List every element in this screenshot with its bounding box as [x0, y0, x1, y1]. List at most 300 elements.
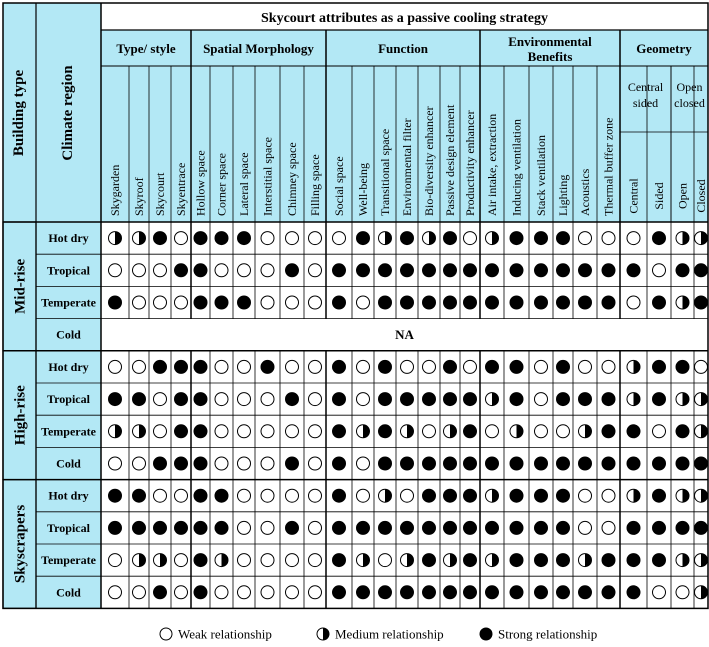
climate-region-label: Hot dry [48, 359, 89, 374]
strong-marker-circle [535, 554, 548, 567]
relationship-marker-weak [215, 586, 228, 599]
strong-marker-circle [423, 393, 436, 406]
relationship-marker-weak [154, 489, 167, 502]
medium-marker-half [683, 554, 690, 567]
weak-marker-circle [133, 296, 146, 309]
relationship-marker-strong [579, 457, 592, 470]
climate-region-label: Tropical [47, 263, 90, 278]
strong-marker-circle [557, 554, 570, 567]
relationship-marker-strong [486, 586, 499, 599]
strong-marker-circle [444, 457, 457, 470]
weak-marker-circle [109, 264, 122, 277]
relationship-marker-strong [357, 232, 370, 245]
strong-marker-circle [653, 393, 666, 406]
column-label-10: Social space [332, 156, 346, 216]
relationship-marker-weak [133, 457, 146, 470]
relationship-marker-weak [238, 554, 251, 567]
strong-marker-circle [379, 457, 392, 470]
relationship-marker-medium [486, 232, 499, 245]
relationship-marker-medium [357, 554, 370, 567]
strong-marker-circle [510, 586, 523, 599]
relationship-marker-weak [464, 232, 477, 245]
strong-marker-circle [194, 586, 207, 599]
relationship-marker-strong [175, 393, 188, 406]
climate-region-header: Climate region [60, 65, 76, 161]
group-header-2: Function [378, 41, 428, 56]
strong-marker-circle [423, 489, 436, 502]
strong-marker-circle [510, 264, 523, 277]
relationship-marker-strong [133, 489, 146, 502]
column-label-20: Lighting [556, 174, 570, 216]
strong-marker-circle [333, 457, 346, 470]
relationship-marker-strong [653, 232, 666, 245]
relationship-marker-strong [653, 360, 666, 373]
strong-marker-circle [175, 264, 188, 277]
relationship-marker-strong [557, 296, 570, 309]
relationship-marker-strong [357, 521, 370, 534]
medium-marker-half [450, 425, 457, 438]
weak-marker-circle [486, 425, 499, 438]
medium-marker-half [492, 554, 499, 567]
strong-marker-circle [464, 264, 477, 277]
relationship-marker-strong [535, 554, 548, 567]
column-label-6: Lateral space [237, 152, 251, 216]
strong-marker-circle [286, 264, 299, 277]
relationship-marker-strong [602, 296, 615, 309]
relationship-marker-weak [579, 360, 592, 373]
column-label-17: Air intake, extraction [485, 113, 499, 216]
medium-marker-half [363, 554, 370, 567]
relationship-marker-strong [194, 232, 207, 245]
strong-marker-circle [627, 586, 640, 599]
group-header-3-line-0: Environmental [508, 34, 592, 49]
relationship-marker-weak [464, 360, 477, 373]
relationship-marker-strong [154, 360, 167, 373]
relationship-marker-strong [238, 296, 251, 309]
relationship-marker-weak [309, 296, 322, 309]
weak-marker-circle [602, 360, 615, 373]
relationship-marker-medium [676, 232, 689, 245]
strong-marker-circle [109, 489, 122, 502]
strong-marker-circle [486, 296, 499, 309]
weak-marker-circle [261, 554, 274, 567]
strong-marker-circle [653, 232, 666, 245]
relationship-marker-strong [175, 425, 188, 438]
table-title: Skycourt attributes as a passive cooling strategy [261, 11, 548, 26]
strong-marker-circle [401, 296, 414, 309]
relationship-marker-strong [602, 393, 615, 406]
relationship-marker-strong [510, 457, 523, 470]
relationship-marker-medium [401, 554, 414, 567]
relationship-marker-weak [309, 232, 322, 245]
strong-marker-circle [602, 586, 615, 599]
weak-marker-circle [109, 554, 122, 567]
weak-marker-circle [309, 296, 322, 309]
strong-marker-circle [379, 296, 392, 309]
relationship-marker-strong [333, 296, 346, 309]
relationship-marker-weak [602, 489, 615, 502]
relationship-marker-strong [535, 521, 548, 534]
strong-marker-circle [444, 521, 457, 534]
legend-label-0: Weak relationship [178, 626, 272, 642]
strong-marker-circle [175, 425, 188, 438]
relationship-marker-weak [401, 360, 414, 373]
relationship-marker-strong [194, 554, 207, 567]
strong-marker-circle [557, 586, 570, 599]
relationship-marker-medium [695, 554, 708, 567]
weak-marker-circle [676, 586, 689, 599]
weak-marker-circle [286, 586, 299, 599]
weak-marker-circle [238, 489, 251, 502]
strong-marker-circle [535, 232, 548, 245]
relationship-marker-strong [464, 554, 477, 567]
relationship-marker-medium [133, 425, 146, 438]
relationship-marker-strong [379, 360, 392, 373]
relationship-marker-strong [535, 296, 548, 309]
strong-marker-circle [194, 489, 207, 502]
medium-marker-half [385, 232, 392, 245]
weak-marker-circle [261, 425, 274, 438]
relationship-marker-strong [133, 393, 146, 406]
weak-marker-circle [557, 425, 570, 438]
column-label-8: Chimney space [285, 142, 299, 216]
strong-marker-circle [627, 264, 640, 277]
relationship-marker-strong [653, 554, 666, 567]
relationship-marker-weak [401, 489, 414, 502]
relationship-marker-weak [261, 425, 274, 438]
relationship-marker-strong [486, 521, 499, 534]
relationship-marker-weak [238, 586, 251, 599]
strong-marker-circle [133, 489, 146, 502]
group-header-4: Geometry [636, 41, 692, 56]
strong-marker-circle [535, 264, 548, 277]
strong-marker-circle [557, 232, 570, 245]
relationship-marker-weak [261, 489, 274, 502]
relationship-marker-strong [333, 393, 346, 406]
weak-marker-circle [261, 521, 274, 534]
relationship-marker-weak [286, 554, 299, 567]
medium-marker-half [683, 489, 690, 502]
weak-marker-circle [653, 586, 666, 599]
legend-item-1 [317, 627, 444, 642]
relationship-marker-weak [653, 264, 666, 277]
relationship-marker-weak [261, 554, 274, 567]
strong-marker-circle [286, 457, 299, 470]
relationship-marker-weak [309, 457, 322, 470]
relationship-marker-medium [401, 425, 414, 438]
relationship-marker-strong [357, 264, 370, 277]
weak-marker-circle [261, 232, 274, 245]
relationship-marker-weak [627, 232, 640, 245]
weak-marker-circle [133, 264, 146, 277]
strong-marker-circle [444, 489, 457, 502]
relationship-marker-medium [379, 232, 392, 245]
relationship-marker-medium [109, 425, 122, 438]
relationship-marker-weak [109, 457, 122, 470]
weak-marker-circle [309, 264, 322, 277]
relationship-marker-strong [464, 586, 477, 599]
relationship-marker-weak [557, 425, 570, 438]
weak-marker-circle [423, 360, 436, 373]
relationship-marker-strong [401, 521, 414, 534]
strong-marker-circle [333, 393, 346, 406]
relationship-marker-weak [627, 296, 640, 309]
relationship-marker-weak [309, 264, 322, 277]
weak-marker-circle [261, 489, 274, 502]
relationship-marker-weak [676, 586, 689, 599]
group-header-1: Spatial Morphology [203, 41, 314, 56]
relationship-marker-weak [286, 425, 299, 438]
relationship-marker-strong [261, 360, 274, 373]
strong-marker-circle [401, 521, 414, 534]
weak-marker-circle [579, 521, 592, 534]
relationship-marker-strong [423, 296, 436, 309]
strong-marker-circle [175, 521, 188, 534]
strong-marker-circle [486, 521, 499, 534]
relationship-marker-weak [238, 457, 251, 470]
relationship-marker-medium [109, 232, 122, 245]
relationship-marker-medium [486, 554, 499, 567]
relationship-marker-medium [627, 489, 640, 502]
relationship-marker-strong [194, 425, 207, 438]
weak-marker-circle [286, 296, 299, 309]
relationship-marker-weak [238, 521, 251, 534]
legend-strong-icon [480, 628, 492, 640]
relationship-marker-strong [535, 457, 548, 470]
weak-marker-circle [357, 489, 370, 502]
relationship-marker-weak [175, 554, 188, 567]
relationship-marker-weak [286, 586, 299, 599]
weak-marker-circle [286, 232, 299, 245]
weak-marker-circle [109, 360, 122, 373]
strong-marker-circle [194, 393, 207, 406]
relationship-marker-strong [557, 457, 570, 470]
relationship-marker-strong [444, 264, 457, 277]
relationship-marker-weak [379, 554, 392, 567]
relationship-marker-strong [401, 457, 414, 470]
strong-marker-circle [557, 521, 570, 534]
weak-marker-circle [602, 521, 615, 534]
relationship-marker-strong [510, 393, 523, 406]
strong-marker-circle [579, 296, 592, 309]
medium-marker-half [407, 554, 414, 567]
relationship-marker-medium [444, 554, 457, 567]
relationship-marker-weak [602, 360, 615, 373]
strong-marker-circle [510, 232, 523, 245]
weak-marker-circle [579, 232, 592, 245]
weak-marker-circle [133, 586, 146, 599]
strong-marker-circle [333, 489, 346, 502]
relationship-marker-weak [357, 457, 370, 470]
strong-marker-circle [154, 457, 167, 470]
medium-marker-half [634, 489, 641, 502]
relationship-marker-weak [215, 425, 228, 438]
relationship-marker-medium [695, 586, 708, 599]
strong-marker-circle [286, 393, 299, 406]
weak-marker-circle [109, 457, 122, 470]
relationship-marker-strong [653, 296, 666, 309]
weak-marker-circle [261, 586, 274, 599]
relationship-marker-strong [194, 586, 207, 599]
relationship-marker-weak [154, 296, 167, 309]
relationship-marker-strong [215, 521, 228, 534]
strong-marker-circle [535, 521, 548, 534]
column-label-9: Filling space [308, 154, 322, 216]
medium-marker-half [634, 360, 641, 373]
strong-marker-circle [379, 586, 392, 599]
strong-marker-circle [510, 393, 523, 406]
relationship-marker-strong [333, 489, 346, 502]
legend-medium-half [323, 628, 329, 640]
strong-marker-circle [602, 296, 615, 309]
relationship-marker-strong [444, 489, 457, 502]
weak-marker-circle [333, 232, 346, 245]
relationship-marker-medium [695, 393, 708, 406]
medium-marker-half [160, 554, 167, 567]
geometry-pair-0-line-1: sided [632, 96, 659, 110]
relationship-marker-strong [401, 296, 414, 309]
strong-marker-circle [535, 586, 548, 599]
column-label-0: Skygarden [108, 164, 122, 216]
relationship-marker-strong [510, 360, 523, 373]
weak-marker-circle [357, 393, 370, 406]
strong-marker-circle [444, 586, 457, 599]
relationship-marker-medium [423, 232, 436, 245]
relationship-marker-weak [261, 521, 274, 534]
strong-marker-circle [464, 296, 477, 309]
relationship-marker-medium [133, 554, 146, 567]
relationship-marker-strong [333, 360, 346, 373]
relationship-marker-weak [238, 425, 251, 438]
relationship-marker-weak [357, 393, 370, 406]
strong-marker-circle [486, 586, 499, 599]
relationship-marker-strong [444, 457, 457, 470]
weak-marker-circle [238, 360, 251, 373]
relationship-marker-weak [357, 489, 370, 502]
weak-marker-circle [238, 264, 251, 277]
column-label-11: Well-being [356, 162, 370, 216]
relationship-marker-weak [333, 232, 346, 245]
relationship-marker-medium [695, 489, 708, 502]
relationship-marker-strong [379, 264, 392, 277]
strong-marker-circle [486, 457, 499, 470]
relationship-marker-strong [535, 586, 548, 599]
column-label-7: Interstitial space [260, 137, 275, 216]
relationship-marker-weak [579, 489, 592, 502]
column-label-19: Stack ventilation [534, 135, 548, 216]
relationship-marker-weak [309, 425, 322, 438]
strong-marker-circle [379, 360, 392, 373]
medium-marker-half [115, 425, 122, 438]
strong-marker-circle [194, 296, 207, 309]
weak-marker-circle [401, 489, 414, 502]
relationship-marker-strong [423, 521, 436, 534]
relationship-marker-weak [602, 232, 615, 245]
weak-marker-circle [286, 425, 299, 438]
weak-marker-circle [175, 232, 188, 245]
na-cell-label: NA [395, 327, 414, 343]
medium-marker-half [701, 425, 708, 438]
relationship-marker-weak [261, 232, 274, 245]
strong-marker-circle [379, 264, 392, 277]
weak-marker-circle [357, 457, 370, 470]
strong-marker-circle [535, 296, 548, 309]
weak-marker-circle [401, 360, 414, 373]
strong-marker-circle [357, 586, 370, 599]
strong-marker-circle [401, 393, 414, 406]
medium-marker-half [683, 393, 690, 406]
strong-marker-circle [695, 296, 708, 309]
column-label-25: Open [675, 183, 690, 209]
strong-marker-circle [627, 425, 640, 438]
weak-marker-circle [357, 296, 370, 309]
relationship-marker-strong [109, 393, 122, 406]
relationship-marker-strong [557, 489, 570, 502]
strong-marker-circle [154, 232, 167, 245]
medium-marker-half [683, 232, 690, 245]
weak-marker-circle [602, 232, 615, 245]
relationship-marker-medium [695, 425, 708, 438]
relationship-marker-strong [602, 264, 615, 277]
strong-marker-circle [175, 393, 188, 406]
relationship-marker-strong [627, 457, 640, 470]
strong-marker-circle [557, 393, 570, 406]
relationship-marker-strong [676, 457, 689, 470]
weak-marker-circle [309, 489, 322, 502]
column-label-2: Skycourt [153, 172, 167, 216]
strong-marker-circle [510, 521, 523, 534]
weak-marker-circle [579, 489, 592, 502]
weak-marker-circle [309, 360, 322, 373]
building-type-label-1: High-rise [12, 385, 29, 446]
strong-marker-circle [423, 521, 436, 534]
strong-marker-circle [444, 264, 457, 277]
weak-marker-circle [238, 586, 251, 599]
strong-marker-circle [444, 393, 457, 406]
medium-marker-half [701, 489, 708, 502]
relationship-marker-strong [109, 521, 122, 534]
strong-marker-circle [653, 457, 666, 470]
medium-marker-half [115, 232, 122, 245]
strong-marker-circle [175, 360, 188, 373]
strong-marker-circle [333, 521, 346, 534]
relationship-marker-weak [423, 360, 436, 373]
medium-marker-half [139, 232, 146, 245]
strong-marker-circle [510, 296, 523, 309]
relationship-marker-weak [154, 393, 167, 406]
weak-marker-circle [653, 264, 666, 277]
relationship-marker-strong [333, 425, 346, 438]
strong-marker-circle [464, 586, 477, 599]
relationship-marker-strong [464, 457, 477, 470]
relationship-marker-strong [401, 393, 414, 406]
relationship-marker-weak [309, 554, 322, 567]
relationship-marker-strong [215, 296, 228, 309]
strong-marker-circle [464, 425, 477, 438]
relationship-marker-strong [194, 457, 207, 470]
relationship-marker-strong [510, 586, 523, 599]
weak-marker-circle [154, 264, 167, 277]
relationship-marker-strong [215, 232, 228, 245]
relationship-marker-strong [286, 264, 299, 277]
weak-marker-circle [215, 360, 228, 373]
relationship-marker-strong [175, 264, 188, 277]
strong-marker-circle [333, 554, 346, 567]
strong-marker-circle [133, 521, 146, 534]
medium-marker-half [363, 425, 370, 438]
climate-region-label: Tropical [47, 520, 90, 535]
strong-marker-circle [379, 425, 392, 438]
